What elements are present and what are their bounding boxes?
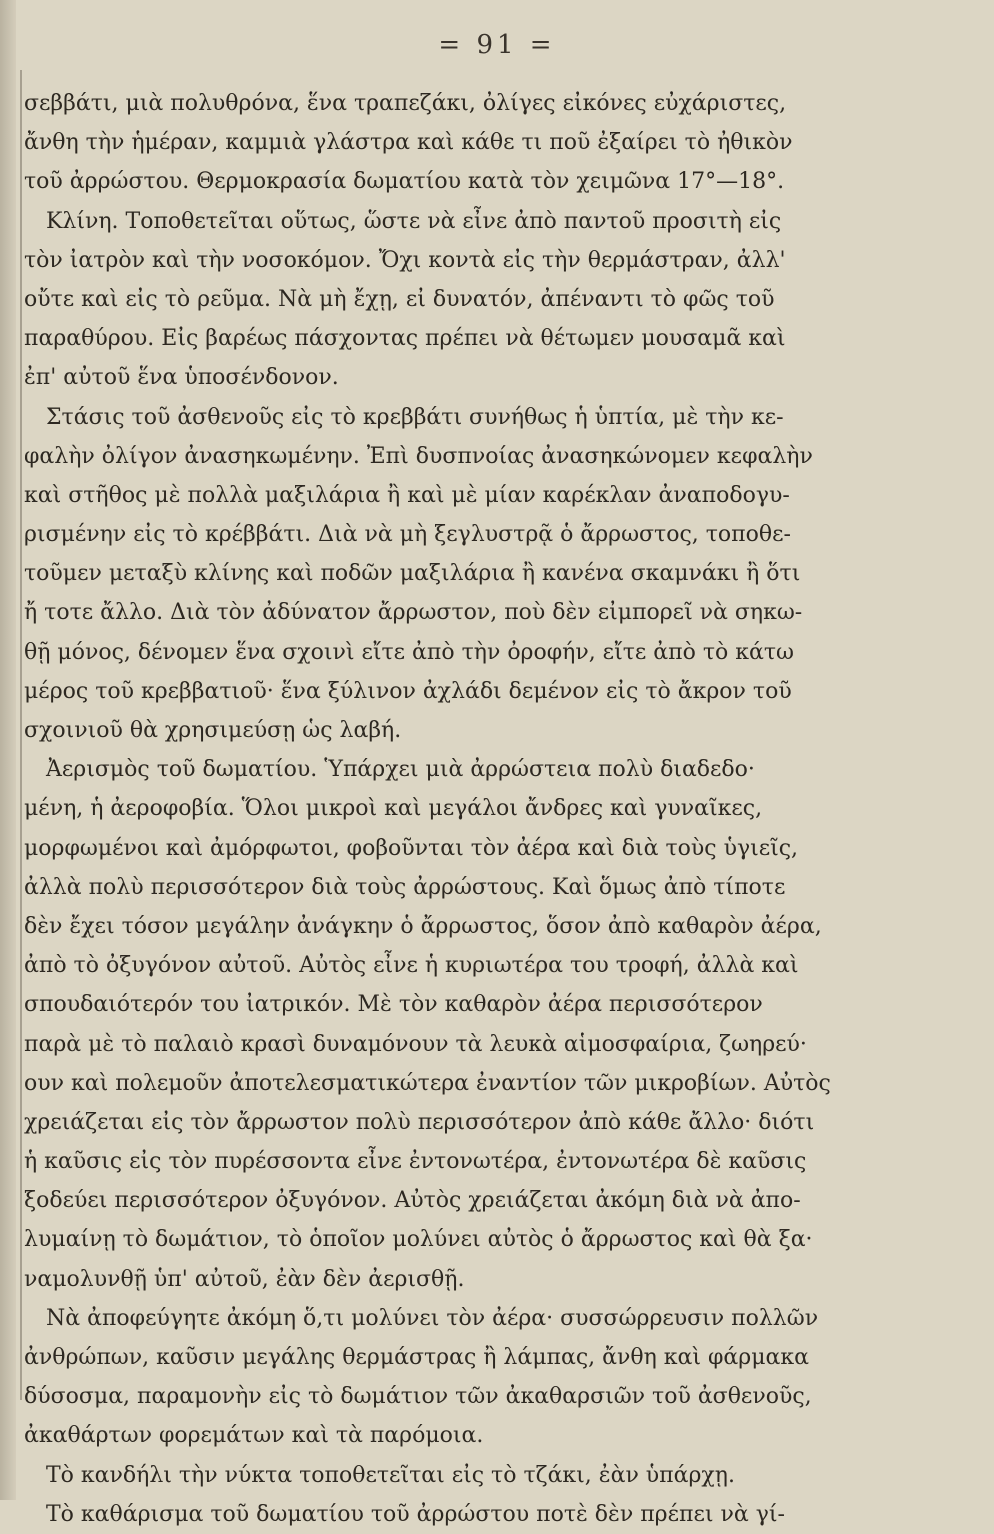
- text-line: ἀλλὰ πολὺ περισσότερον διὰ τοὺς ἀρρώστους. Καὶ ὅμως ἀπὸ τίποτε: [24, 874, 786, 900]
- text-line: ἀπὸ τὸ ὀξυγόνον αὐτοῦ. Αὐτὸς εἶνε ἡ κυριωτέρα του τροφή, ἀλλὰ καὶ: [24, 953, 799, 979]
- text-line: παραθύρου. Εἰς βαρέως πάσχοντας πρέπει νὰ θέτωμεν μουσαμᾶ καὶ: [24, 326, 786, 352]
- text-line: δὲν ἔχει τόσον μεγάλην ἀνάγκην ὁ ἄρρωστος, ὅσον ἀπὸ καθαρὸν ἀέρα,: [24, 913, 822, 939]
- text-line: καὶ στῆθος μὲ πολλὰ μαξιλάρια ἢ καὶ μὲ μίαν καρέκλαν ἀναποδογυ-: [24, 482, 790, 508]
- text-line: ἀνθρώπων, καῦσιν μεγάλης θερμάστρας ἢ λάμπας, ἄνθη καὶ φάρμακα: [24, 1345, 809, 1370]
- text-line: δύσοσμα, παραμονὴν εἰς τὸ δωμάτιον τῶν ἀκαθαρσιῶν τοῦ ἀσθενοῦς,: [24, 1384, 812, 1410]
- text-line: μέρος τοῦ κρεββατιοῦ· ἕνα ξύλινον ἀχλάδι δεμένον εἰς τὸ ἄκρον τοῦ: [24, 678, 792, 704]
- text-line: Νὰ ἀποφεύγητε ἀκόμη ὅ,τι μολύνει τὸν ἀέρα· συσσώρρευσιν πολλῶν: [46, 1305, 819, 1331]
- text-line: ξοδεύει περισσότερον ὀξυγόνον. Αὐτὸς χρειάζεται ἀκόμη διὰ νὰ ἀπο-: [24, 1188, 801, 1214]
- text-line: ἄνθη τὴν ἡμέραν, καμμιὰ γλάστρα καὶ κάθε τι ποῦ ἐξαίρει τὸ ἠθικὸν: [24, 130, 793, 156]
- text-line: τοῦ ἀρρώστου. Θερμοκρασία δωματίου κατὰ τὸν χειμῶνα 17°—18°.: [24, 169, 785, 195]
- text-line: Στάσις τοῦ ἀσθενοῦς εἰς τὸ κρεββάτι συνήθως ἡ ὑπτία, μὲ τὴν κε-: [46, 404, 784, 430]
- text-line: Κλίνη. Τοποθετεῖται οὕτως, ὥστε νὰ εἶνε ἀπὸ παντοῦ προσιτὴ εἰς: [46, 208, 782, 234]
- text-line: τὸν ἰατρὸν καὶ τὴν νοσοκόμον. Ὄχι κοντὰ εἰς τὴν θερμάστραν, ἀλλ': [24, 247, 786, 273]
- text-line: χρειάζεται εἰς τὸν ἄρρωστον πολὺ περισσότερον ἀπὸ κάθε ἄλλο· διότι: [24, 1109, 815, 1135]
- text-line: παρὰ μὲ τὸ παλαιὸ κρασὶ δυναμόνουν τὰ λευκὰ αἱμοσφαίρια, ζωηρεύ·: [24, 1031, 807, 1057]
- text-line: Τὸ καθάρισμα τοῦ δωματίου τοῦ ἀρρώστου ποτὲ δὲν πρέπει νὰ γί-: [46, 1501, 785, 1527]
- text-line: μένη, ἡ ἀεροφοβία. Ὅλοι μικροὶ καὶ μεγάλοι ἄνδρες καὶ γυναῖκες,: [24, 796, 763, 822]
- text-line: ἤ τοτε ἄλλο. Διὰ τὸν ἀδύνατον ἄρρωστον, ποὺ δὲν εἰμπορεῖ νὰ σηκω-: [24, 600, 803, 626]
- text-line: τοῦμεν μεταξὺ κλίνης καὶ ποδῶν μαξιλάρια ἢ κανένα σκαμνάκι ἢ ὅτι: [24, 561, 801, 587]
- text-line: Τὸ κανδήλι τὴν νύκτα τοποθετεῖται εἰς τὸ τζάκι, ἐὰν ὑπάρχῃ.: [46, 1462, 735, 1488]
- text-line: ἐπ' αὐτοῦ ἕνα ὑποσένδονον.: [24, 365, 339, 391]
- text-line: σεββάτι, μιὰ πολυθρόνα, ἕνα τραπεζάκι, ὀλίγες εἰκόνες εὐχάριστες,: [24, 91, 787, 116]
- margin-rule: [20, 70, 22, 1400]
- binding-edge: [0, 0, 16, 1500]
- text-line: μορφωμένοι καὶ ἀμόρφωτοι, φοβοῦνται τὸν ἀέρα καὶ διὰ τοὺς ὑγιεῖς,: [24, 835, 799, 861]
- text-line: ναμολυνθῇ ὑπ' αὐτοῦ, ἐὰν δὲν ἀερισθῇ.: [24, 1266, 465, 1292]
- text-line: ἀκαθάρτων φορεμάτων καὶ τὰ παρόμοια.: [24, 1423, 484, 1449]
- body-text: [24, 84, 844, 1534]
- text-line: λυμαίνῃ τὸ δωμάτιον, τὸ ὁποῖον μολύνει αὐτὸς ὁ ἄρρωστος καὶ θὰ ξα·: [24, 1227, 813, 1253]
- text-line: σπουδαιότερόν του ἰατρικόν. Μὲ τὸν καθαρὸν ἀέρα περισσότερον: [24, 992, 763, 1018]
- text-line: θῇ μόνος, δένομεν ἕνα σχοινὶ εἴτε ἀπὸ τὴν ὀροφήν, εἴτε ἀπὸ τὸ κάτω: [24, 639, 794, 665]
- text-line: ρισμένην εἰς τὸ κρέββάτι. Διὰ νὰ μὴ ξεγλυστρᾷ ὁ ἄρρωστος, τοποθε-: [24, 522, 791, 548]
- text-line: Ἀερισμὸς τοῦ δωματίου. Ὑπάρχει μιὰ ἀρρώστεια πολὺ διαδεδο·: [46, 757, 755, 783]
- page-number: = 91 =: [438, 30, 556, 60]
- text-line: ἡ καῦσις εἰς τὸν πυρέσσοντα εἶνε ἐντονωτέρα, ἐντονωτέρα δὲ καῦσις: [24, 1149, 807, 1175]
- text-line: σχοινιοῦ θὰ χρησιμεύσῃ ὡς λαβή.: [24, 718, 402, 743]
- text-line: ουν καὶ πολεμοῦν ἀποτελεσματικώτερα ἐναντίον τῶν μικροβίων. Αὐτὸς: [24, 1070, 831, 1096]
- text-line: οὔτε καὶ εἰς τὸ ρεῦμα. Νὰ μὴ ἔχῃ, εἰ δυνατόν, ἀπέναντι τὸ φῶς τοῦ: [24, 286, 775, 312]
- text-line: φαλὴν ὀλίγον ἀνασηκωμένην. Ἐπὶ δυσπνοίας ἀνασηκώνομεν κεφαλὴν: [24, 443, 813, 469]
